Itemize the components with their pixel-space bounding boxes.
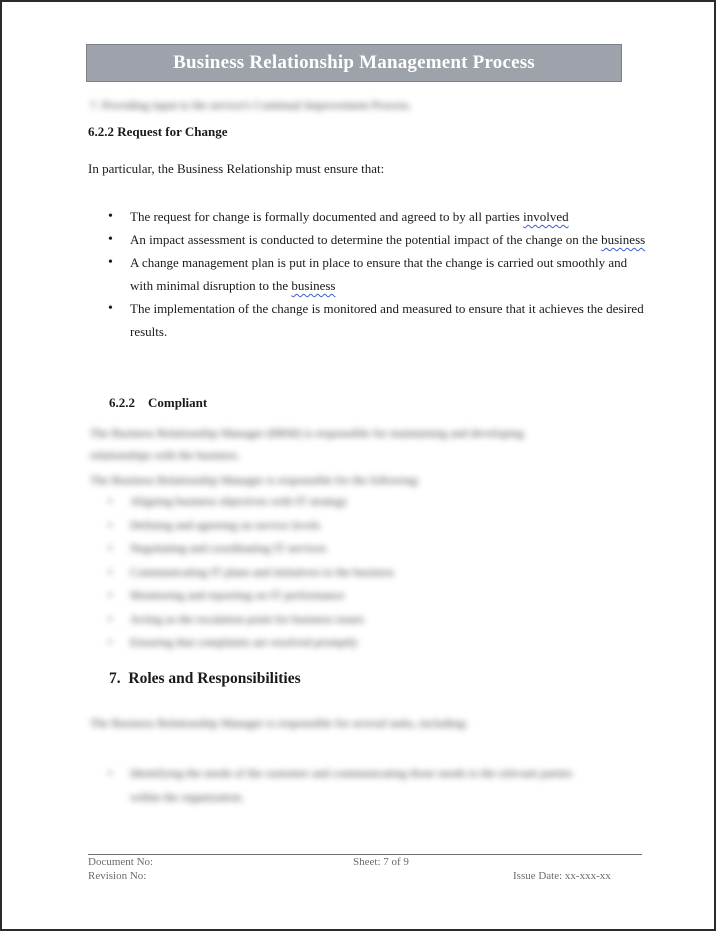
section-intro-text: In particular, the Business Relationship must ensure that: (88, 161, 385, 176)
blurred-responsibilities-list (108, 490, 648, 655)
list-item-text: The request for change is formally documented and agreed to by all parties (130, 209, 524, 224)
footer-issue-date: Issue Date: xx-xxx-xx (513, 870, 611, 882)
list-item: • Monitoring and reporting on IT performance (108, 584, 648, 608)
list-item-text: An impact assessment is conducted to determine the potential impact of the change on the (130, 232, 602, 247)
footer-divider (88, 854, 642, 855)
section-heading-compliant (109, 395, 207, 411)
list-item: • Defining and agreeing on service levels (108, 514, 648, 538)
list-item (108, 251, 648, 297)
section-number: 7. (109, 670, 121, 687)
page-title (86, 44, 622, 82)
blurred-paragraph-line: relationships with the business. (90, 448, 240, 462)
list-item: • Negotiating and coordinating IT services (108, 537, 648, 561)
blurred-paragraph-line: The Business Relationship Manager (BRM) is responsible for maintaining and developing (90, 426, 524, 440)
blurred-intro-line: 7. Providing input to the service's Continual Improvement Process. (90, 98, 412, 112)
list-item (108, 205, 648, 228)
blurred-paragraph-line: The Business Relationship Manager is responsible for the following: (90, 473, 420, 487)
spellcheck-flag: involved (523, 209, 569, 224)
list-item-text: A change management plan is put in place to ensure that the change is carried out smoothly and with minimal disruption to the (130, 255, 628, 293)
list-item (108, 228, 648, 251)
list-item: • Aligning business objectives with IT strategy (108, 490, 648, 514)
footer-sheet-number: Sheet: 7 of 9 (353, 856, 409, 868)
blurred-roles-list (108, 762, 648, 809)
section-heading-roles (109, 670, 301, 688)
list-item-text: The implementation of the change is monitored and measured to ensure that it achieves the desired results. (130, 301, 644, 339)
list-item: • Ensuring that complaints are resolved promptly (108, 631, 648, 655)
list-item: • Communicating IT plans and initiatives to the business (108, 561, 648, 585)
spellcheck-flag: business (291, 278, 336, 293)
list-item-line: within the organization. (130, 789, 245, 804)
spellcheck-flag: business (601, 232, 646, 247)
change-requirements-list (108, 205, 648, 343)
footer-revision-no: Revision No: (88, 870, 147, 882)
list-item-line: • Identifying the needs of the customer and communicating those needs to the relevant parties (130, 766, 573, 780)
list-item: • Acting as the escalation point for business issues (108, 608, 648, 632)
section-title: Compliant (148, 395, 208, 410)
section-title: Roles and Responsibilities (128, 670, 301, 687)
list-item (108, 297, 648, 343)
blurred-paragraph-line: The Business Relationship Manager is responsible for several tasks, including: (90, 716, 468, 730)
list-item (108, 762, 648, 809)
section-heading-request-for-change: 6.2.2 Request for Change (88, 124, 228, 139)
page-title-text: Business Relationship Management Process (173, 52, 535, 73)
footer-document-no: Document No: (88, 856, 154, 868)
section-number: 6.2.2 (109, 395, 135, 410)
